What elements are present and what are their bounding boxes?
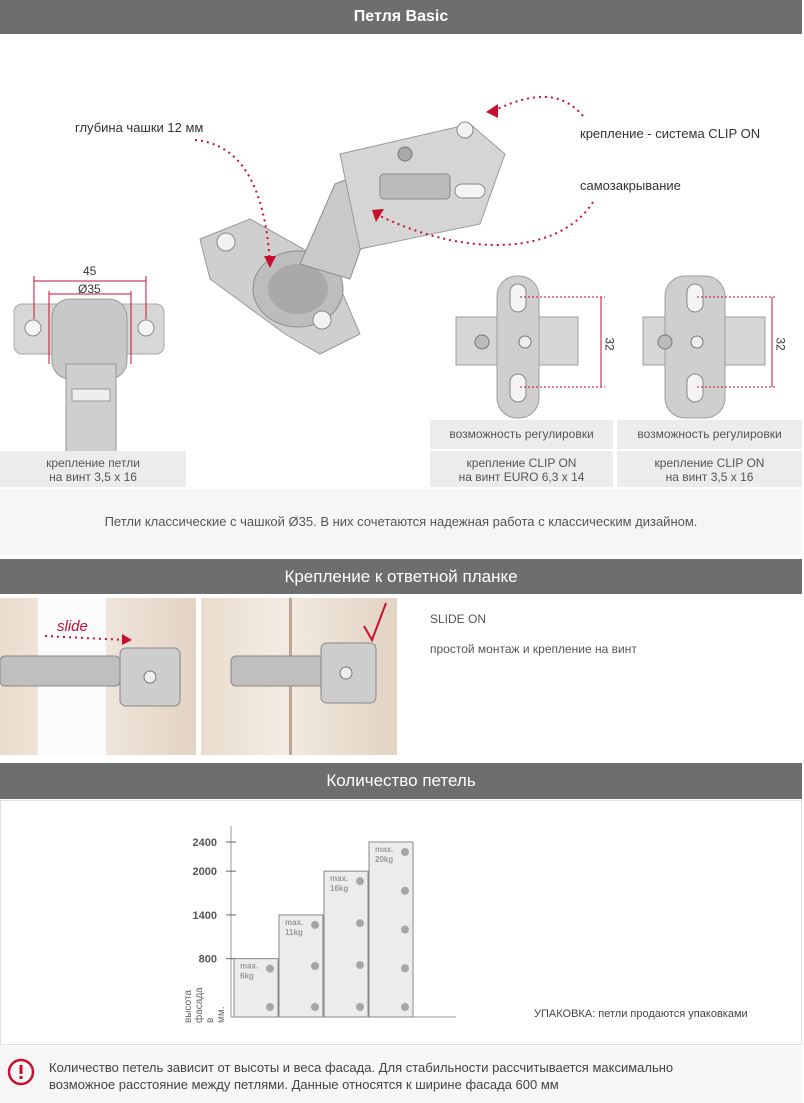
bar-label-weight: 20kg: [375, 855, 394, 864]
hinge-dot: [311, 962, 319, 970]
mounting-plate-screw: [643, 276, 775, 418]
y-tick-label: 1400: [192, 909, 217, 922]
caption-adjust-euro: возможность регулировки: [430, 420, 613, 449]
photo-mounted: [201, 598, 397, 755]
hinge-dot: [401, 1003, 409, 1011]
bar-label-max: max.: [240, 961, 259, 971]
dimension-32-euro: 32: [602, 337, 617, 351]
hinge-dot: [266, 1003, 274, 1011]
description-text: Петли классические с чашкой Ø35. В них сочетаются надежная работа с классическим дизайном.: [0, 489, 802, 555]
dimension-diameter-35: Ø35: [78, 282, 101, 296]
dimension-32-screw: 32: [773, 337, 788, 351]
bar-label-max: max.: [330, 874, 349, 884]
bar-label-weight: 11kg: [285, 927, 303, 937]
warning-icon: [7, 1058, 35, 1086]
y-axis-label: высотафасадавмм.: [183, 987, 227, 1023]
footer-note-line-2: возможное расстояние между петлями. Данные относятся к ширине фасада 600 мм: [49, 1077, 559, 1092]
callout-clip-arrow: [495, 97, 583, 116]
bar-label-max: max.: [285, 917, 304, 927]
mounting-plate-euro: [456, 276, 605, 418]
hinge-dot: [311, 921, 319, 929]
hinge-dot: [356, 961, 364, 969]
dimension-45: 45: [83, 264, 97, 278]
hinge-dot: [356, 1003, 364, 1011]
section-title-count: Количество петель: [0, 763, 802, 799]
footer-note: [0, 1046, 802, 1103]
callout-self-closing-label: самозакрывание: [580, 178, 681, 193]
hinge-dot: [356, 877, 364, 885]
hinge-dot: [401, 887, 409, 895]
y-tick-label: 2000: [192, 866, 217, 879]
caption-adjust-screw: возможность регулировки: [617, 420, 802, 449]
caption-clip-screw: крепление CLIP ON на винт 3,5 x 16: [617, 451, 802, 487]
hinge-dot: [311, 1003, 319, 1011]
bar-label-weight: 6kg: [240, 971, 254, 981]
page-title: Петля Basic: [0, 0, 802, 34]
hinge-dot: [401, 848, 409, 856]
section-title-mounting: Крепление к ответной планке: [0, 559, 802, 594]
slide-on-title: SLIDE ON: [430, 612, 487, 626]
bar-label-max: max.: [375, 845, 394, 854]
hinge-count-panel: [0, 800, 802, 1045]
footer-note-line-1: Количество петель зависит от высоты и веса фасада. Для стабильности рассчитывается максимально: [49, 1060, 674, 1075]
slide-label: slide: [57, 618, 88, 635]
y-tick-label: 2400: [192, 837, 217, 849]
checkmark-icon: [364, 603, 386, 640]
callout-clip-label: крепление - система CLIP ON: [580, 126, 761, 141]
caption-hinge-screw: крепление петли на винт 3,5 x 16: [0, 451, 186, 487]
hinge-dot: [401, 964, 409, 972]
packaging-note: УПАКОВКА: петли продаются упаковками: [534, 1008, 748, 1020]
hinge-dot: [401, 926, 409, 934]
bar-label-weight: 16kg: [330, 884, 349, 894]
hinge-dot: [356, 919, 364, 927]
photo-slide-on: [0, 598, 196, 755]
hinge-closeup: [14, 276, 164, 454]
slide-on-text: простой монтаж и крепление на винт: [430, 642, 637, 656]
callout-depth-label: глубина чашки 12 мм: [75, 120, 204, 135]
caption-clip-euro: крепление CLIP ON на винт EURO 6,3 x 14: [430, 451, 613, 487]
hinge-dot: [266, 965, 274, 973]
y-tick-label: 800: [198, 953, 217, 966]
